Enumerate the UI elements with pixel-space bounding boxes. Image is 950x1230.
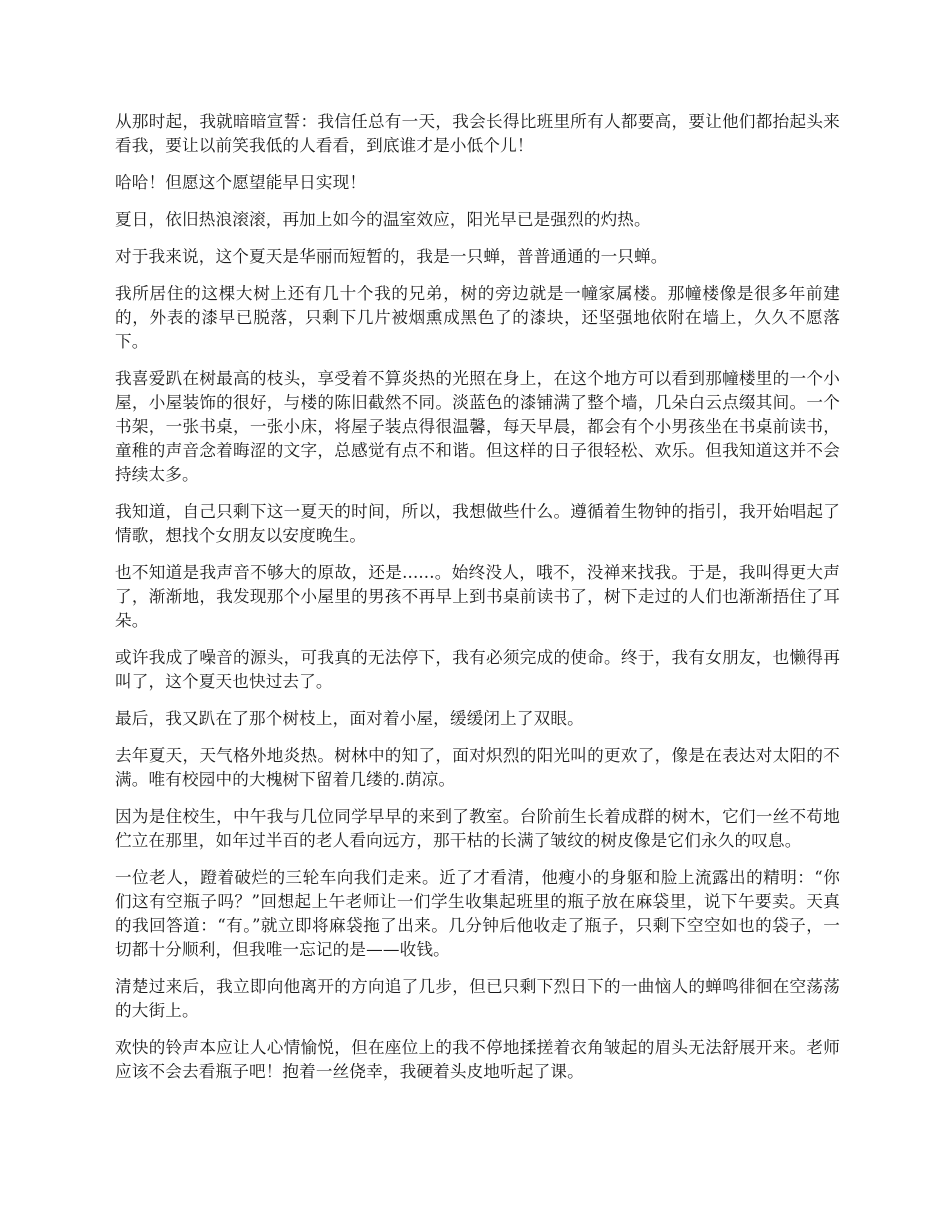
paragraph-9: 或许我成了噪音的源头，可我真的无法停下，我有必须完成的使命。终于，我有女朋友，也懒得再叫了，这个夏天也快过去了。 xyxy=(115,648,840,691)
paragraph-15: 欢快的铃声本应让人心情愉悦，但在座位上的我不停地揉搓着衣角皱起的眉头无法舒展开来。老师应该不会去看瓶子吧！抱着一丝侥幸，我硬着头皮地听起了课。 xyxy=(115,1038,840,1081)
paragraph-3: 夏日，依旧热浪滚滚，再加上如今的温室效应，阳光早已是强烈的灼热。 xyxy=(115,210,651,229)
paragraph-14: 清楚过来后，我立即向他离开的方向追了几步，但已只剩下烈日下的一曲恼人的蝉鸣徘徊在空荡荡的大街上。 xyxy=(115,977,840,1020)
paragraph-12: 因为是住校生，中午我与几位同学早早的来到了教室。台阶前生长着成群的树木，它们一丝不苟地伫立在那里，如年过半百的老人看向远方，那干枯的长满了皱纹的树皮像是它们永久的叹息。 xyxy=(115,807,840,850)
paragraph-4: 对于我来说，这个夏天是华丽而短暂的，我是一只蝉，普普通通的一只蝉。 xyxy=(115,247,668,266)
paragraph-7: 我知道，自己只剩下这一夏天的时间，所以，我想做些什么。遵循着生物钟的指引，我开始唱起了情歌，想找个女朋友以安度晚生。 xyxy=(115,502,840,545)
paragraph-11: 去年夏天，天气格外地炎热。树林中的知了，面对炽烈的阳光叫的更欢了，像是在表达对太阳的不满。唯有校园中的大槐树下留着几缕的.荫凉。 xyxy=(115,746,840,789)
paragraph-10: 最后，我又趴在了那个树枝上，面对着小屋，缓缓闭上了双眼。 xyxy=(115,709,584,728)
paragraph-5: 我所居住的这棵大树上还有几十个我的兄弟，树的旁边就是一幢家属楼。那幢楼像是很多年前建的，外表的漆早已脱落，只剩下几片被烟熏成黑色了的漆块，还坚强地依附在墙上，久久不愿落下。 xyxy=(115,284,840,351)
paragraph-6: 我喜爱趴在树最高的枝头，享受着不算炎热的光照在身上，在这个地方可以看到那幢楼里的一个小屋，小屋装饰的很好，与楼的陈旧截然不同。淡蓝色的漆铺满了整个墙，几朵白云点缀其间。一个书架，一张书桌，一张小床，将屋子装点得很温馨，每天早晨，都会有个小男孩坐在书桌前读书，童稚的声音念着晦涩的文字，总感觉有点不和谐。但这样的日子很轻松、欢乐。但我知道这并不会持续太多。 xyxy=(115,369,840,484)
paragraph-1: 从那时起，我就暗暗宣誓：我信任总有一天，我会长得比班里所有人都要高，要让他们都抬起头来看我，要让以前笑我低的人看看，到底谁才是小低个儿！ xyxy=(115,112,840,155)
document-body xyxy=(115,110,840,1097)
paragraph-8: 也不知道是我声音不够大的原故，还是......。始终没人，哦不，没禅来找我。于是，我叫得更大声了，渐渐地，我发现那个小屋里的男孩不再早上到书桌前读书了，树下走过的人们也渐渐捂住了耳朵。 xyxy=(115,563,840,630)
paragraph-13: 一位老人，蹬着破烂的三轮车向我们走来。近了才看清，他瘦小的身躯和脸上流露出的精明：“你们这有空瓶子吗？”回想起上午老师让一们学生收集起班里的瓶子放在麻袋里，说下午要卖。天真的我回答道：“有。”就立即将麻袋拖了出来。几分钟后他收走了瓶子，只剩下空空如也的袋子，一切都十分顺利，但我唯一忘记的是——收钱。 xyxy=(115,868,840,959)
paragraph-2: 哈哈！但愿这个愿望能早日实现！ xyxy=(115,173,367,192)
